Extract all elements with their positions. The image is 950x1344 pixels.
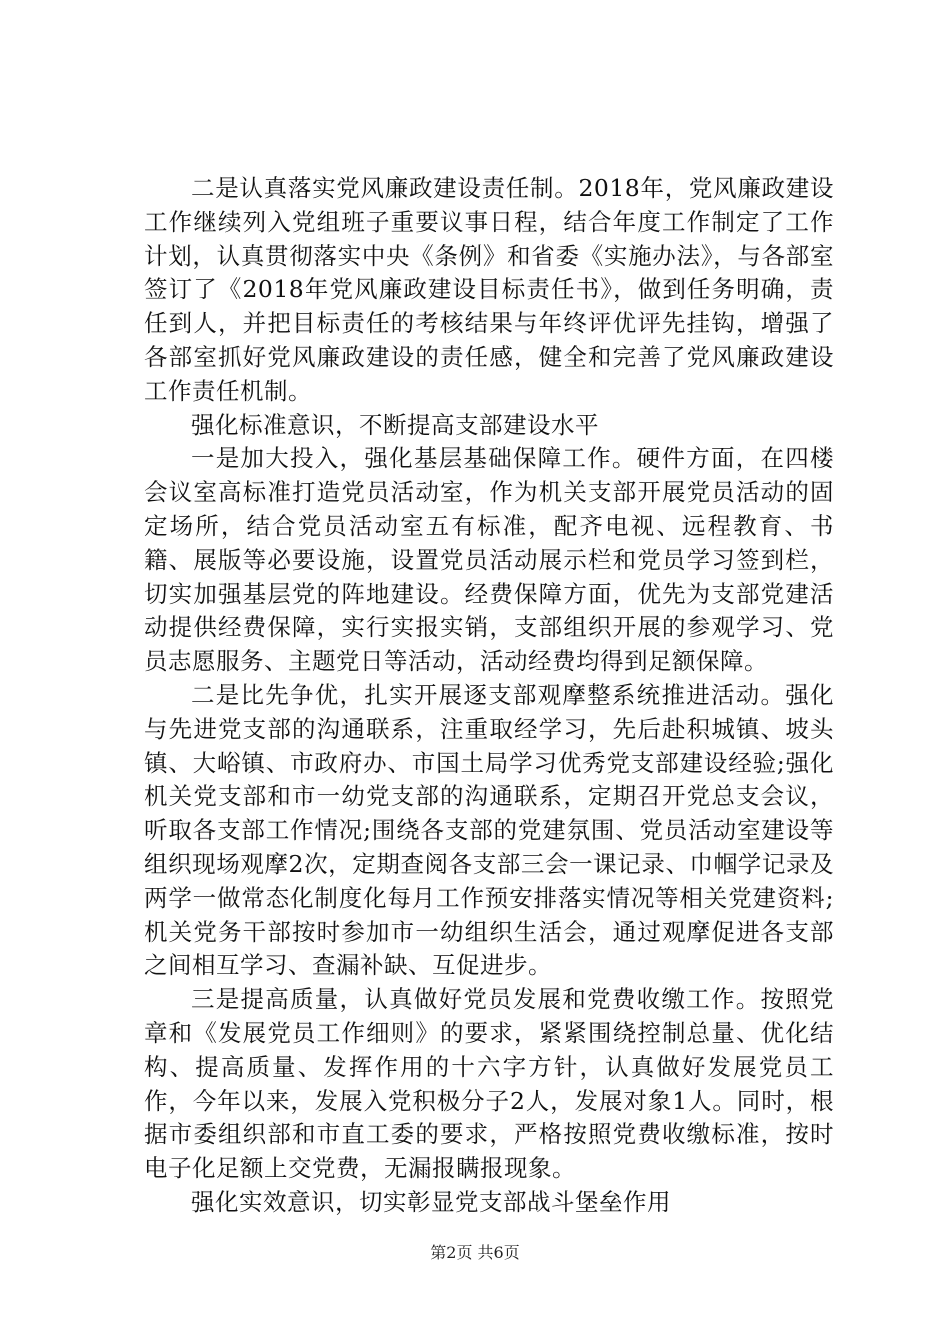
section-heading-effectiveness: 强化实效意识，切实彰显党支部战斗堡垒作用 xyxy=(191,1187,671,1216)
section-heading-standards: 强化标准意识，不断提高支部建设水平 xyxy=(191,410,599,439)
paragraph-party-conduct-responsibility: 二是认真落实党风廉政建设责任制。2018年，党风廉政建设工作继续列入党组班子重要议事日程，结合年度工作制定了工作计划，认真贯彻落实中央《条例》和省委《实施办法》，与各部室签订了《2018年党风廉政建设目标责任书》，做到任务明确，责任到人，并把目标责任的考核结果与年终评优评先挂钩，增强了各部室抓好党风廉政建设的责任感，健全和完善了党风廉政建设工作责任机制。 xyxy=(144,174,834,405)
page-number-footer: 第2页 共6页 xyxy=(430,1243,520,1262)
paragraph-compete-excellence: 二是比先争优，扎实开展逐支部观摩整系统推进活动。强化与先进党支部的沟通联系，注重取经学习，先后赴积城镇、坡头镇、大峪镇、市政府办、市国土局学习优秀党支部建设经验;强化机关党支部和市一幼党支部的沟通联系，定期召开党总支会议，听取各支部工作情况;围绕各支部的党建氛围、党员活动室建设等组织现场观摩2次，定期查阅各支部三会一课记录、巾帼学记录及两学一做常态化制度化每月工作预安排落实情况等相关党建资料;机关党务干部按时参加市一幼组织生活会，通过观摩促进各支部之间相互学习、查漏补缺、互促进步。 xyxy=(144,680,834,980)
paragraph-increase-investment: 一是加大投入，强化基层基础保障工作。硬件方面，在四楼会议室高标准打造党员活动室，作为机关支部开展党员活动的固定场所，结合党员活动室五有标准，配齐电视、远程教育、书籍、展版等必要设施，设置党员活动展示栏和党员学习签到栏，切实加强基层党的阵地建设。经费保障方面，优先为支部党建活动提供经费保障，实行实报实销，支部组织开展的参观学习、党员志愿服务、主题党日等活动，活动经费均得到足额保障。 xyxy=(144,444,834,676)
document-body xyxy=(144,172,834,1220)
paragraph-improve-quality: 三是提高质量，认真做好党员发展和党费收缴工作。按照党章和《发展党员工作细则》的要求，紧紧围绕控制总量、优化结构、提高质量、发挥作用的十六字方针，认真做好发展党员工作，今年以来，发展入党积极分子2人，发展对象1人。同时，根据市委组织部和市直工委的要求，严格按照党费收缴标准，按时电子化足额上交党费，无漏报瞒报现象。 xyxy=(144,985,834,1183)
